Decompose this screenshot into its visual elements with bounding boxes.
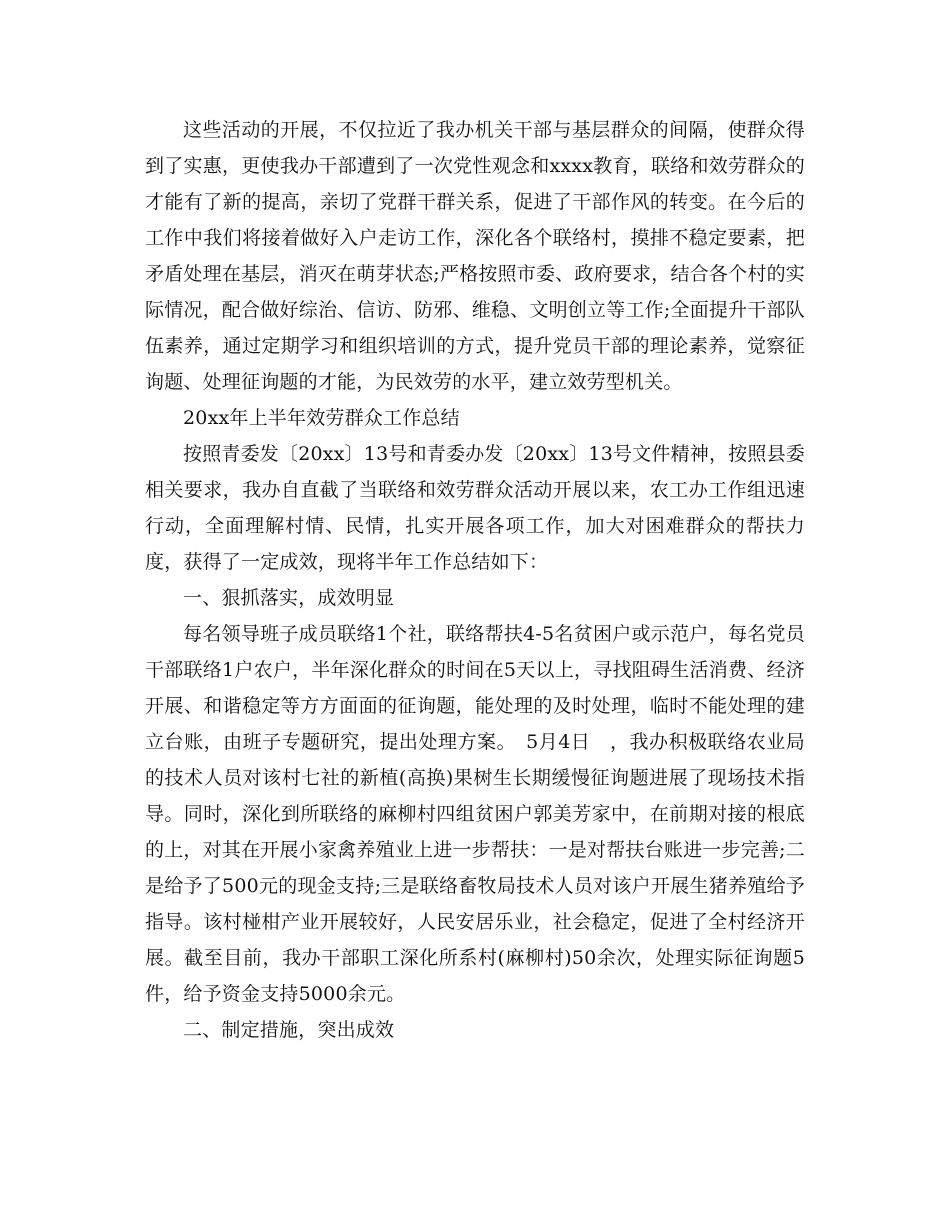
document-page [145, 112, 805, 1048]
section-heading-1: 一、狠抓落实，成效明显 [183, 587, 395, 609]
paragraph-section-1-body: 每名领导班子成员联络1个社，联络帮扶4-5名贫困户或示范户，每名党员干部联络1户农户，半年深化群众的时间在5天以上，寻找阻碍生活消费、经济开展、和谐稳定等方方面面的征询题，能处理的及时处理，临时不能处理的建立台账，由班子专题研究，提出处理方案。 5月4日 ，我办积极联络农业局的技术人员对该村七社的新植(高换)果树生长期缓慢征询题进展了现场技术指导。同时，深化到所联络的麻柳村四组贫困户郭美芳家中，在前期对接的根底的上，对其在开展小家禽养殖业上进一步帮扶：一是对帮扶台账进一步完善;二是给予了500元的现金支持;三是联络畜牧局技术人员对该户开展生猪养殖给予指导。该村椪柑产业开展较好，人民安居乐业，社会稳定，促进了全村经济开展。截至目前，我办干部职工深化所系村(麻柳村)50余次，处理实际征询题5件，给予资金支持5000余元。 [145, 623, 805, 1005]
paragraph-background: 按照青委发〔20xx〕13号和青委办发〔20xx〕13号文件精神，按照县委相关要求，我办自直截了当联络和效劳群众活动开展以来，农工办工作组迅速行动，全面理解村情、民情，扎实开展各项工作，加大对困难群众的帮扶力度，获得了一定成效，现将半年工作总结如下： [145, 443, 805, 573]
paragraph-intro-summary: 这些活动的开展，不仅拉近了我办机关干部与基层群众的间隔，使群众得到了实惠，更使我办干部遭到了一次党性观念和xxxx教育，联络和效劳群众的才能有了新的提高，亲切了党群干群关系，促进了干部作风的转变。在今后的工作中我们将接着做好入户走访工作，深化各个联络村，摸排不稳定要素，把矛盾处理在基层，消灭在萌芽状态;严格按照市委、政府要求，结合各个村的实际情况，配合做好综治、信访、防邪、维稳、文明创立等工作;全面提升干部队伍素养，通过定期学习和组织培训的方式，提升党员干部的理论素养，觉察征询题、处理征询题的才能，为民效劳的水平，建立效劳型机关。 [145, 119, 805, 393]
section-heading-2: 二、制定措施，突出成效 [183, 1019, 395, 1041]
document-title: 20xx年上半年效劳群众工作总结 [183, 407, 460, 429]
